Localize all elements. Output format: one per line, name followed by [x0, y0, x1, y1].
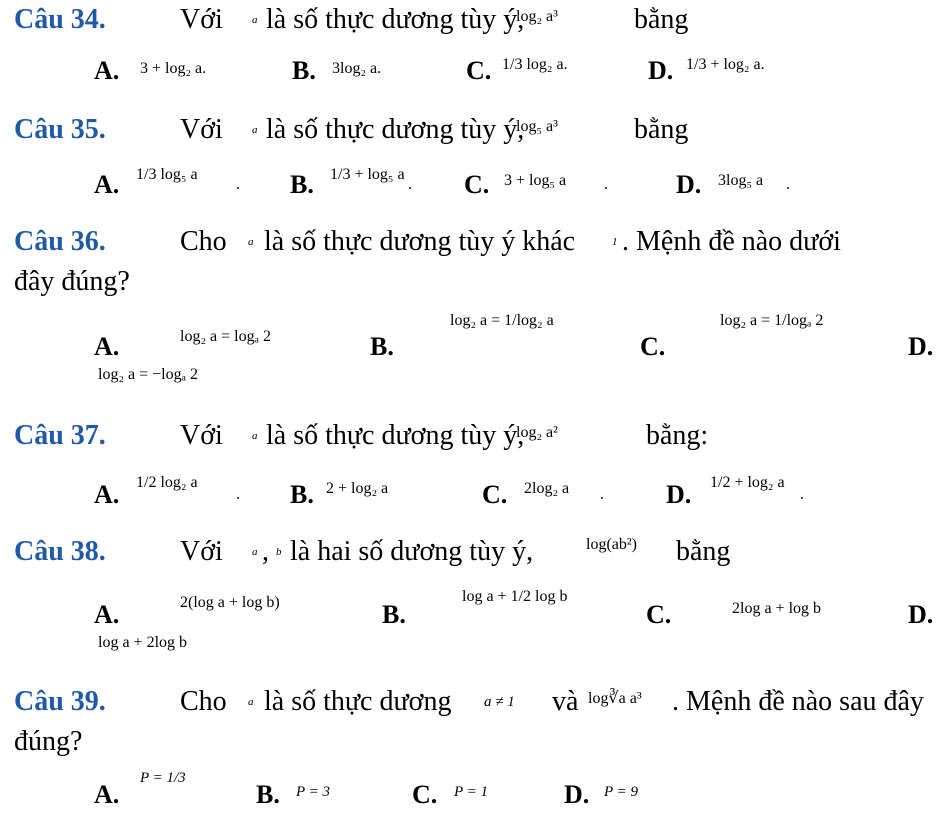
option-letter[interactable]: C. — [464, 170, 490, 199]
option-letter[interactable]: C. — [640, 332, 666, 361]
option-expression[interactable]: log a + 1/2 log b — [462, 588, 568, 605]
punctuation: . — [604, 176, 608, 193]
option-letter[interactable]: B. — [370, 332, 394, 361]
option-expression[interactable]: log₂ a = 1/logₐ 2 — [720, 312, 824, 329]
option-expression[interactable]: 1/3 log₅ a — [136, 166, 198, 183]
option-letter[interactable]: B. — [290, 170, 314, 199]
option-expression[interactable]: P = 1 — [454, 784, 489, 800]
option-expression[interactable]: 2 + log₂ a — [326, 480, 389, 497]
option-letter[interactable]: D. — [666, 480, 692, 509]
option-expression[interactable]: 2log₂ a — [524, 480, 570, 497]
option-expression[interactable]: P = 1/3 — [140, 770, 186, 786]
option-letter[interactable]: A. — [94, 170, 120, 199]
option-letter[interactable]: D. — [908, 332, 934, 361]
question-text: Với — [180, 420, 223, 451]
punctuation: . — [786, 176, 790, 193]
question-text: là số thực dương — [264, 686, 452, 717]
option-letter[interactable]: D. — [564, 780, 590, 809]
option-letter[interactable]: A. — [94, 56, 120, 85]
question-text: Với — [180, 4, 223, 35]
variable: a — [248, 696, 254, 708]
option-expression[interactable]: P = 3 — [296, 784, 331, 800]
number-one: 1 — [612, 236, 618, 248]
question-number: Câu 35. — [14, 114, 106, 145]
option-expression[interactable]: 1/2 + log₂ a — [710, 474, 785, 491]
question-text: . Mệnh đề nào sau đây — [672, 686, 924, 717]
option-letter[interactable]: B. — [256, 780, 280, 809]
math-expression: log₂ a³ — [516, 8, 558, 25]
option-expression[interactable]: 2log a + log b — [732, 600, 822, 617]
question-text: đây đúng? — [14, 266, 130, 297]
question-number: Câu 36. — [14, 226, 106, 257]
question-text: Cho — [180, 226, 227, 257]
option-letter[interactable]: B. — [382, 600, 406, 629]
variable: a — [252, 430, 258, 442]
option-expression[interactable]: 1/3 + log₅ a — [330, 166, 405, 183]
question-number: Câu 37. — [14, 420, 106, 451]
option-letter[interactable]: D. — [648, 56, 674, 85]
punctuation: . — [236, 486, 240, 503]
option-letter[interactable]: B. — [290, 480, 314, 509]
question-text: bằng: — [646, 420, 709, 451]
question-text: là số thực dương tùy ý, — [266, 4, 525, 35]
option-expression[interactable]: 3 + log₅ a — [504, 172, 567, 189]
option-expression[interactable]: 3log₅ a — [718, 172, 764, 189]
variable: a — [248, 236, 254, 248]
punctuation: . — [408, 176, 412, 193]
question-text: là số thực dương tùy ý khác — [264, 226, 576, 257]
option-letter[interactable]: D. — [908, 600, 934, 629]
variable: b — [276, 546, 282, 558]
question-number: Câu 34. — [14, 4, 106, 35]
condition-expression: a ≠ 1 — [484, 694, 515, 710]
option-expression[interactable]: 1/3 + log₂ a. — [686, 56, 765, 73]
option-letter[interactable]: C. — [646, 600, 672, 629]
option-expression[interactable]: log₂ a = logₐ 2 — [180, 328, 271, 345]
variable: a — [252, 124, 258, 136]
variable: a — [252, 546, 258, 558]
question-text: bằng — [634, 114, 689, 145]
option-expression[interactable]: P = 9 — [604, 784, 639, 800]
math-expression: log₂ a² — [516, 424, 558, 441]
option-expression[interactable]: 1/2 log₂ a — [136, 474, 198, 491]
option-expression[interactable]: 3log₂ a. — [332, 60, 382, 77]
option-expression[interactable]: log₂ a = −logₐ 2 — [98, 366, 198, 383]
option-expression[interactable]: log₂ a = 1/log₂ a — [450, 312, 554, 329]
option-letter[interactable]: A. — [94, 480, 120, 509]
question-text: là số thực dương tùy ý, — [266, 114, 525, 145]
question-text: là hai số dương tùy ý, — [290, 536, 534, 567]
question-text: Với — [180, 114, 223, 145]
math-expression: log(ab²) — [586, 536, 637, 553]
option-letter[interactable]: C. — [466, 56, 492, 85]
math-expression: log₅ a³ — [516, 118, 558, 135]
question-text: và — [552, 686, 579, 717]
question-text: Với — [180, 536, 223, 567]
punctuation: . — [800, 486, 804, 503]
option-letter[interactable]: C. — [482, 480, 508, 509]
option-letter[interactable]: A. — [94, 600, 120, 629]
question-text: là số thực dương tùy ý, — [266, 420, 525, 451]
question-text: đúng? — [14, 726, 83, 757]
question-text: bằng — [676, 536, 731, 567]
option-expression[interactable]: 1/3 log₂ a. — [502, 56, 568, 73]
option-letter[interactable]: B. — [292, 56, 316, 85]
question-text: bằng — [634, 4, 689, 35]
option-letter[interactable]: A. — [94, 780, 120, 809]
option-expression[interactable]: 2(log a + log b) — [180, 594, 280, 611]
option-expression[interactable]: 3 + log₂ a. — [140, 60, 207, 77]
punctuation: . — [236, 176, 240, 193]
question-text: Cho — [180, 686, 227, 717]
variable: a — [252, 14, 258, 26]
option-letter[interactable]: C. — [412, 780, 438, 809]
question-number: Câu 38. — [14, 536, 106, 567]
punctuation: . — [600, 486, 604, 503]
punctuation: , — [262, 536, 269, 567]
option-letter[interactable]: D. — [676, 170, 702, 199]
question-number: Câu 39. — [14, 686, 106, 717]
option-expression[interactable]: log a + 2log b — [98, 634, 188, 651]
question-text: . Mệnh đề nào dưới — [622, 226, 841, 257]
math-expression: log∛a a³ — [588, 690, 642, 707]
option-letter[interactable]: A. — [94, 332, 120, 361]
